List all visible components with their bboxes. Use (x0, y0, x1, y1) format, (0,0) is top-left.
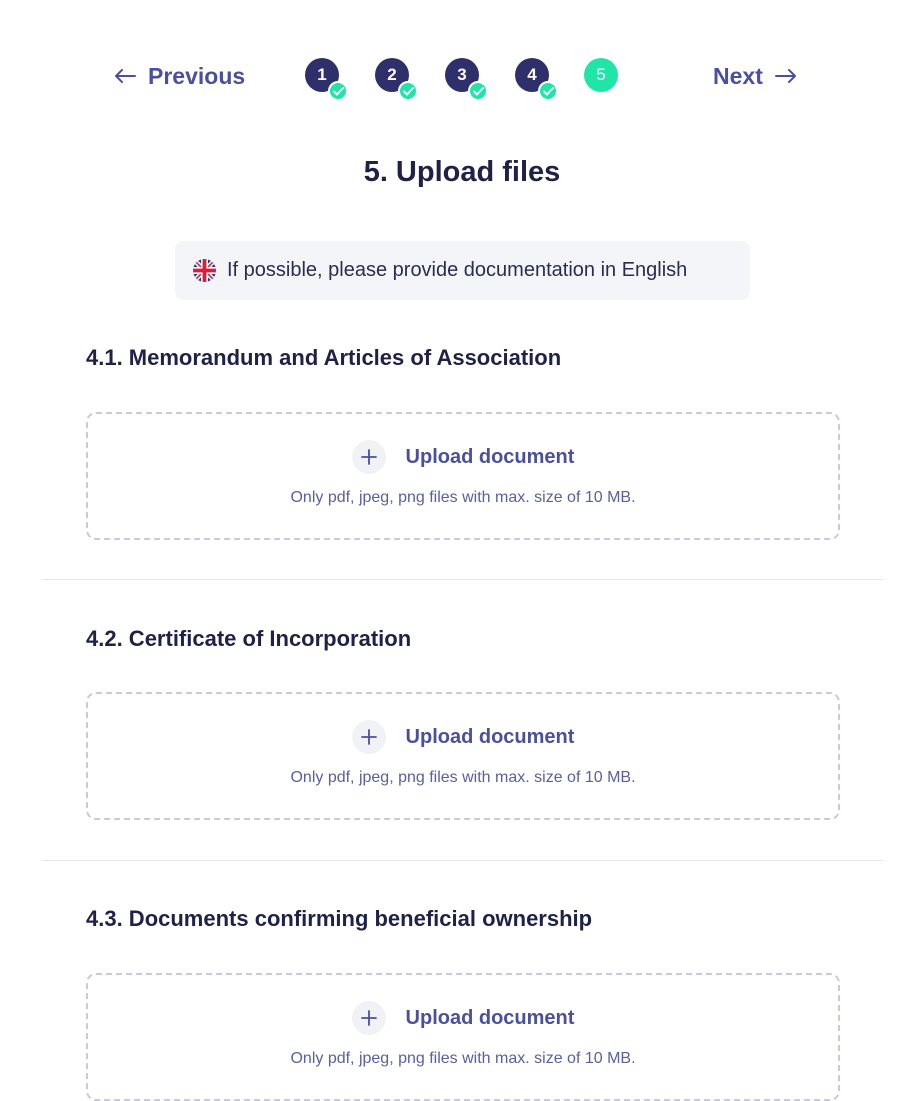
upload-hint: Only pdf, jpeg, png files with max. size of 10 MB. (290, 1050, 636, 1067)
step-number: 1 (317, 65, 327, 84)
step-3[interactable] (445, 58, 479, 92)
step-number: 5 (596, 65, 606, 84)
step-1[interactable] (305, 58, 339, 92)
check-icon (538, 81, 558, 101)
upload-row (88, 1001, 838, 1035)
step-5-current[interactable] (584, 58, 618, 92)
plus-icon (352, 440, 386, 474)
section-title-beneficial-ownership: 4.3. Documents confirming beneficial ownership (86, 906, 593, 931)
section-title-certificate: 4.2. Certificate of Incorporation (86, 626, 412, 651)
step-number: 3 (457, 65, 467, 84)
next-label: Next (713, 62, 763, 89)
step-4[interactable] (515, 58, 549, 92)
check-icon (398, 81, 418, 101)
section-title-memorandum: 4.1. Memorandum and Articles of Association (86, 345, 562, 370)
page-title: 5. Upload files (363, 156, 561, 188)
previous-label: Previous (148, 62, 246, 89)
language-notice (175, 241, 750, 300)
check-icon (328, 81, 348, 101)
upload-dropzone-memorandum[interactable] (86, 412, 840, 540)
notice-text: If possible, please provide documentation in English (227, 259, 688, 281)
plus-icon (352, 720, 386, 754)
plus-icon (352, 1001, 386, 1035)
step-number: 2 (387, 65, 397, 84)
upload-dropzone-certificate[interactable] (86, 692, 840, 820)
section-divider (42, 579, 883, 580)
step-number: 4 (527, 65, 537, 84)
upload-dropzone-beneficial-ownership[interactable] (86, 973, 840, 1101)
stepper-nav (0, 0, 924, 150)
upload-document-button[interactable]: Upload document (405, 1006, 575, 1029)
upload-row (88, 440, 838, 474)
arrow-right-icon (775, 68, 797, 84)
upload-row (88, 720, 838, 754)
section-divider (42, 860, 883, 861)
upload-document-button[interactable]: Upload document (405, 445, 575, 468)
upload-document-button[interactable]: Upload document (405, 725, 575, 748)
step-2[interactable] (375, 58, 409, 92)
check-icon (468, 81, 488, 101)
uk-flag-icon (193, 259, 216, 282)
next-button[interactable] (713, 56, 797, 96)
upload-hint: Only pdf, jpeg, png files with max. size of 10 MB. (290, 489, 636, 506)
upload-hint: Only pdf, jpeg, png files with max. size of 10 MB. (290, 769, 636, 786)
